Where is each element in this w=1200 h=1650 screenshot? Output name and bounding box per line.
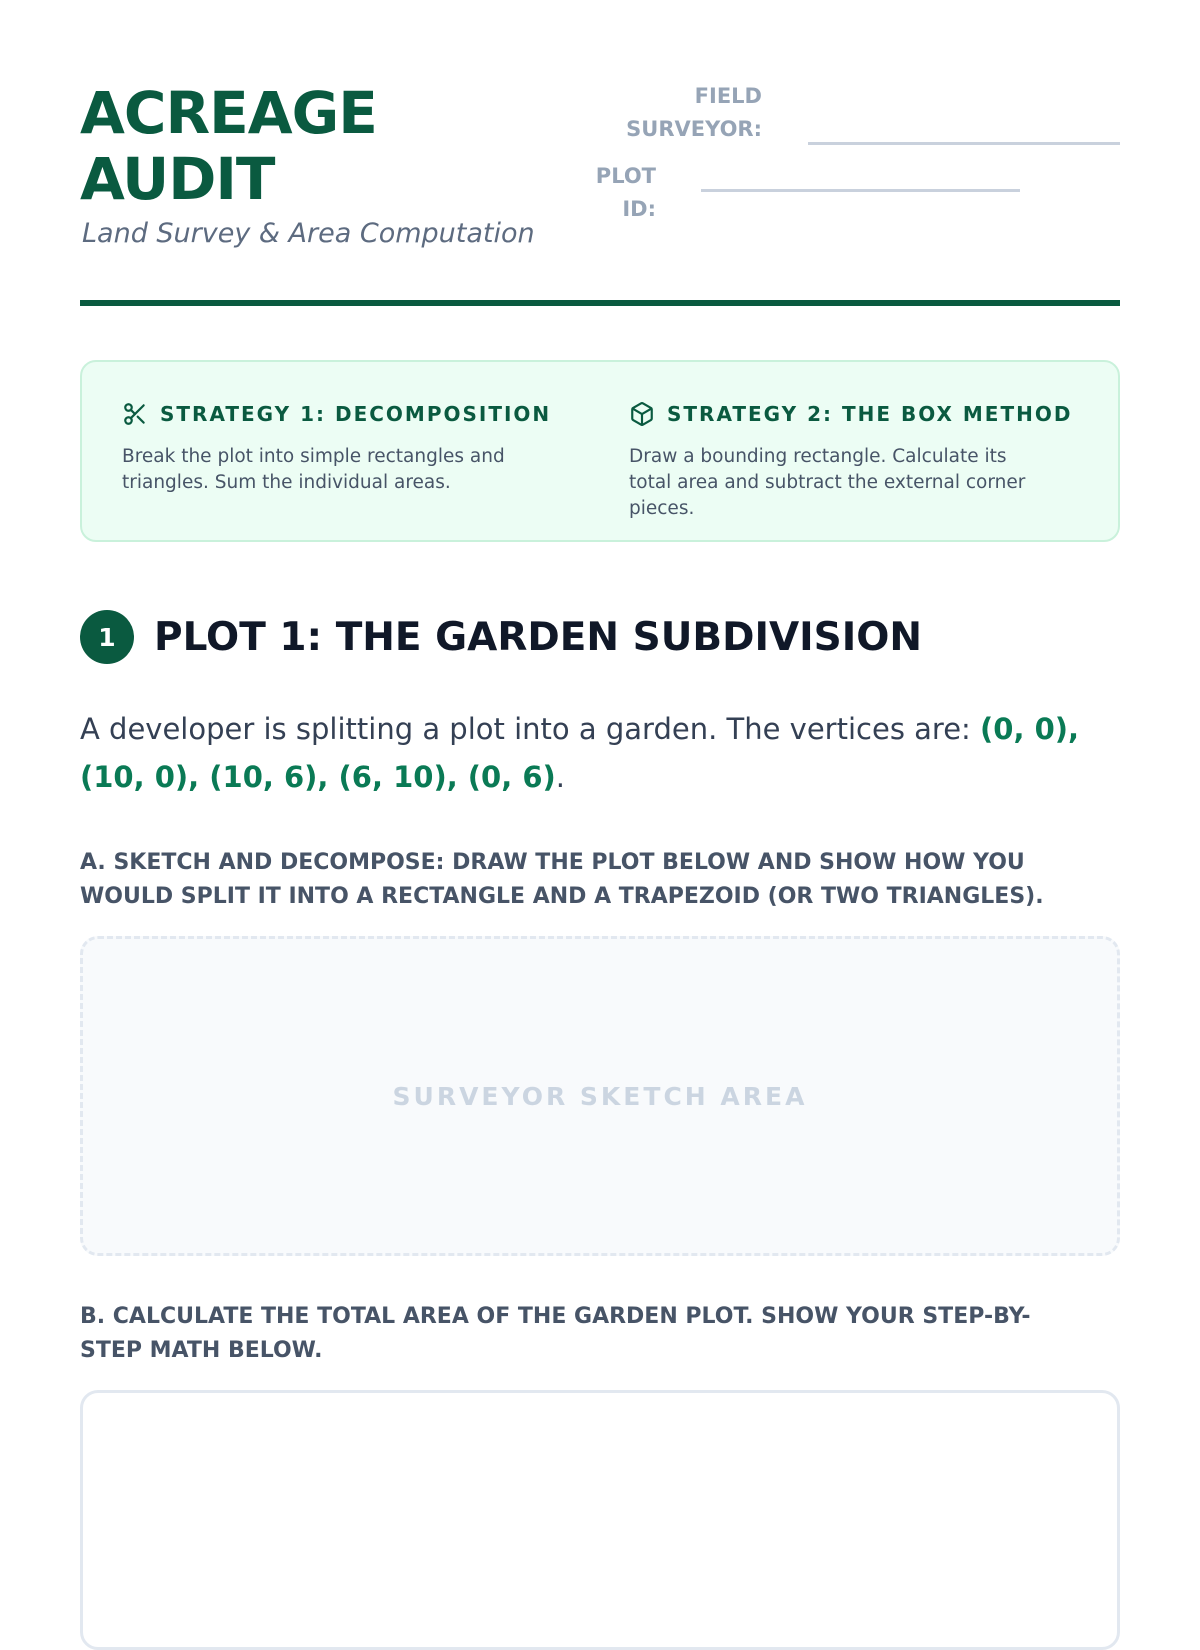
problem-end: .	[555, 760, 565, 794]
problem-text: A developer is splitting a plot into a garden. The vertices are:	[80, 712, 981, 746]
section-number-badge: 1	[80, 610, 134, 664]
sketch-area-label: SURVEYOR SKETCH AREA	[392, 1081, 808, 1111]
title-line-2: AUDIT	[80, 145, 275, 213]
problem-statement	[80, 705, 1120, 801]
field-surveyor-label	[620, 80, 762, 146]
strategy-title: STRATEGY 2: THE BOX METHOD	[667, 402, 1073, 426]
field-surveyor-field[interactable]	[808, 142, 1120, 145]
sketch-area[interactable]	[80, 936, 1120, 1256]
strategy-description: Draw a bounding rectangle. Calculate its total area and subtract the external corner pieces.	[629, 446, 1026, 519]
strategy-decomposition	[122, 400, 552, 496]
plot-id-label: PLOT ID:	[595, 164, 656, 221]
vertex-coordinates: (0, 0), (10, 0), (10, 6), (6, 10), (0, 6)	[80, 712, 1080, 794]
box-icon	[629, 401, 655, 427]
strategy-header	[122, 400, 552, 428]
header-divider	[80, 300, 1120, 306]
strategy-box-method	[629, 400, 1073, 522]
question-a: A. SKETCH AND DECOMPOSE: DRAW THE PLOT BELOW AND SHOW HOW YOU WOULD SPLIT IT INTO A RECTANGLE AND A TRAPEZOID (OR TWO TRIANGLES).	[80, 850, 1044, 909]
question-b: B. CALCULATE THE TOTAL AREA OF THE GARDEN PLOT. SHOW YOUR STEP-BY-STEP MATH BELOW.	[80, 1304, 1031, 1363]
strategy-panel	[80, 360, 1120, 542]
scissors-icon	[122, 401, 148, 427]
plot-id-field[interactable]	[701, 189, 1020, 192]
field-surveyor-label-line-2: SURVEYOR:	[626, 117, 762, 141]
worksheet-subtitle: Land Survey & Area Computation	[82, 218, 535, 249]
strategy-title: STRATEGY 1: DECOMPOSITION	[160, 402, 552, 426]
title-line-1: ACREAGE	[80, 79, 377, 147]
work-answer-area[interactable]	[80, 1390, 1120, 1650]
strategy-header	[629, 400, 1073, 428]
section-heading	[80, 610, 922, 664]
strategy-description: Break the plot into simple rectangles and triangles. Sum the individual areas.	[122, 446, 505, 493]
worksheet-header	[80, 80, 1120, 306]
section-title: PLOT 1: THE GARDEN SUBDIVISION	[154, 614, 923, 660]
worksheet-title	[80, 80, 377, 212]
field-surveyor-label-line-1: FIELD	[694, 84, 762, 108]
